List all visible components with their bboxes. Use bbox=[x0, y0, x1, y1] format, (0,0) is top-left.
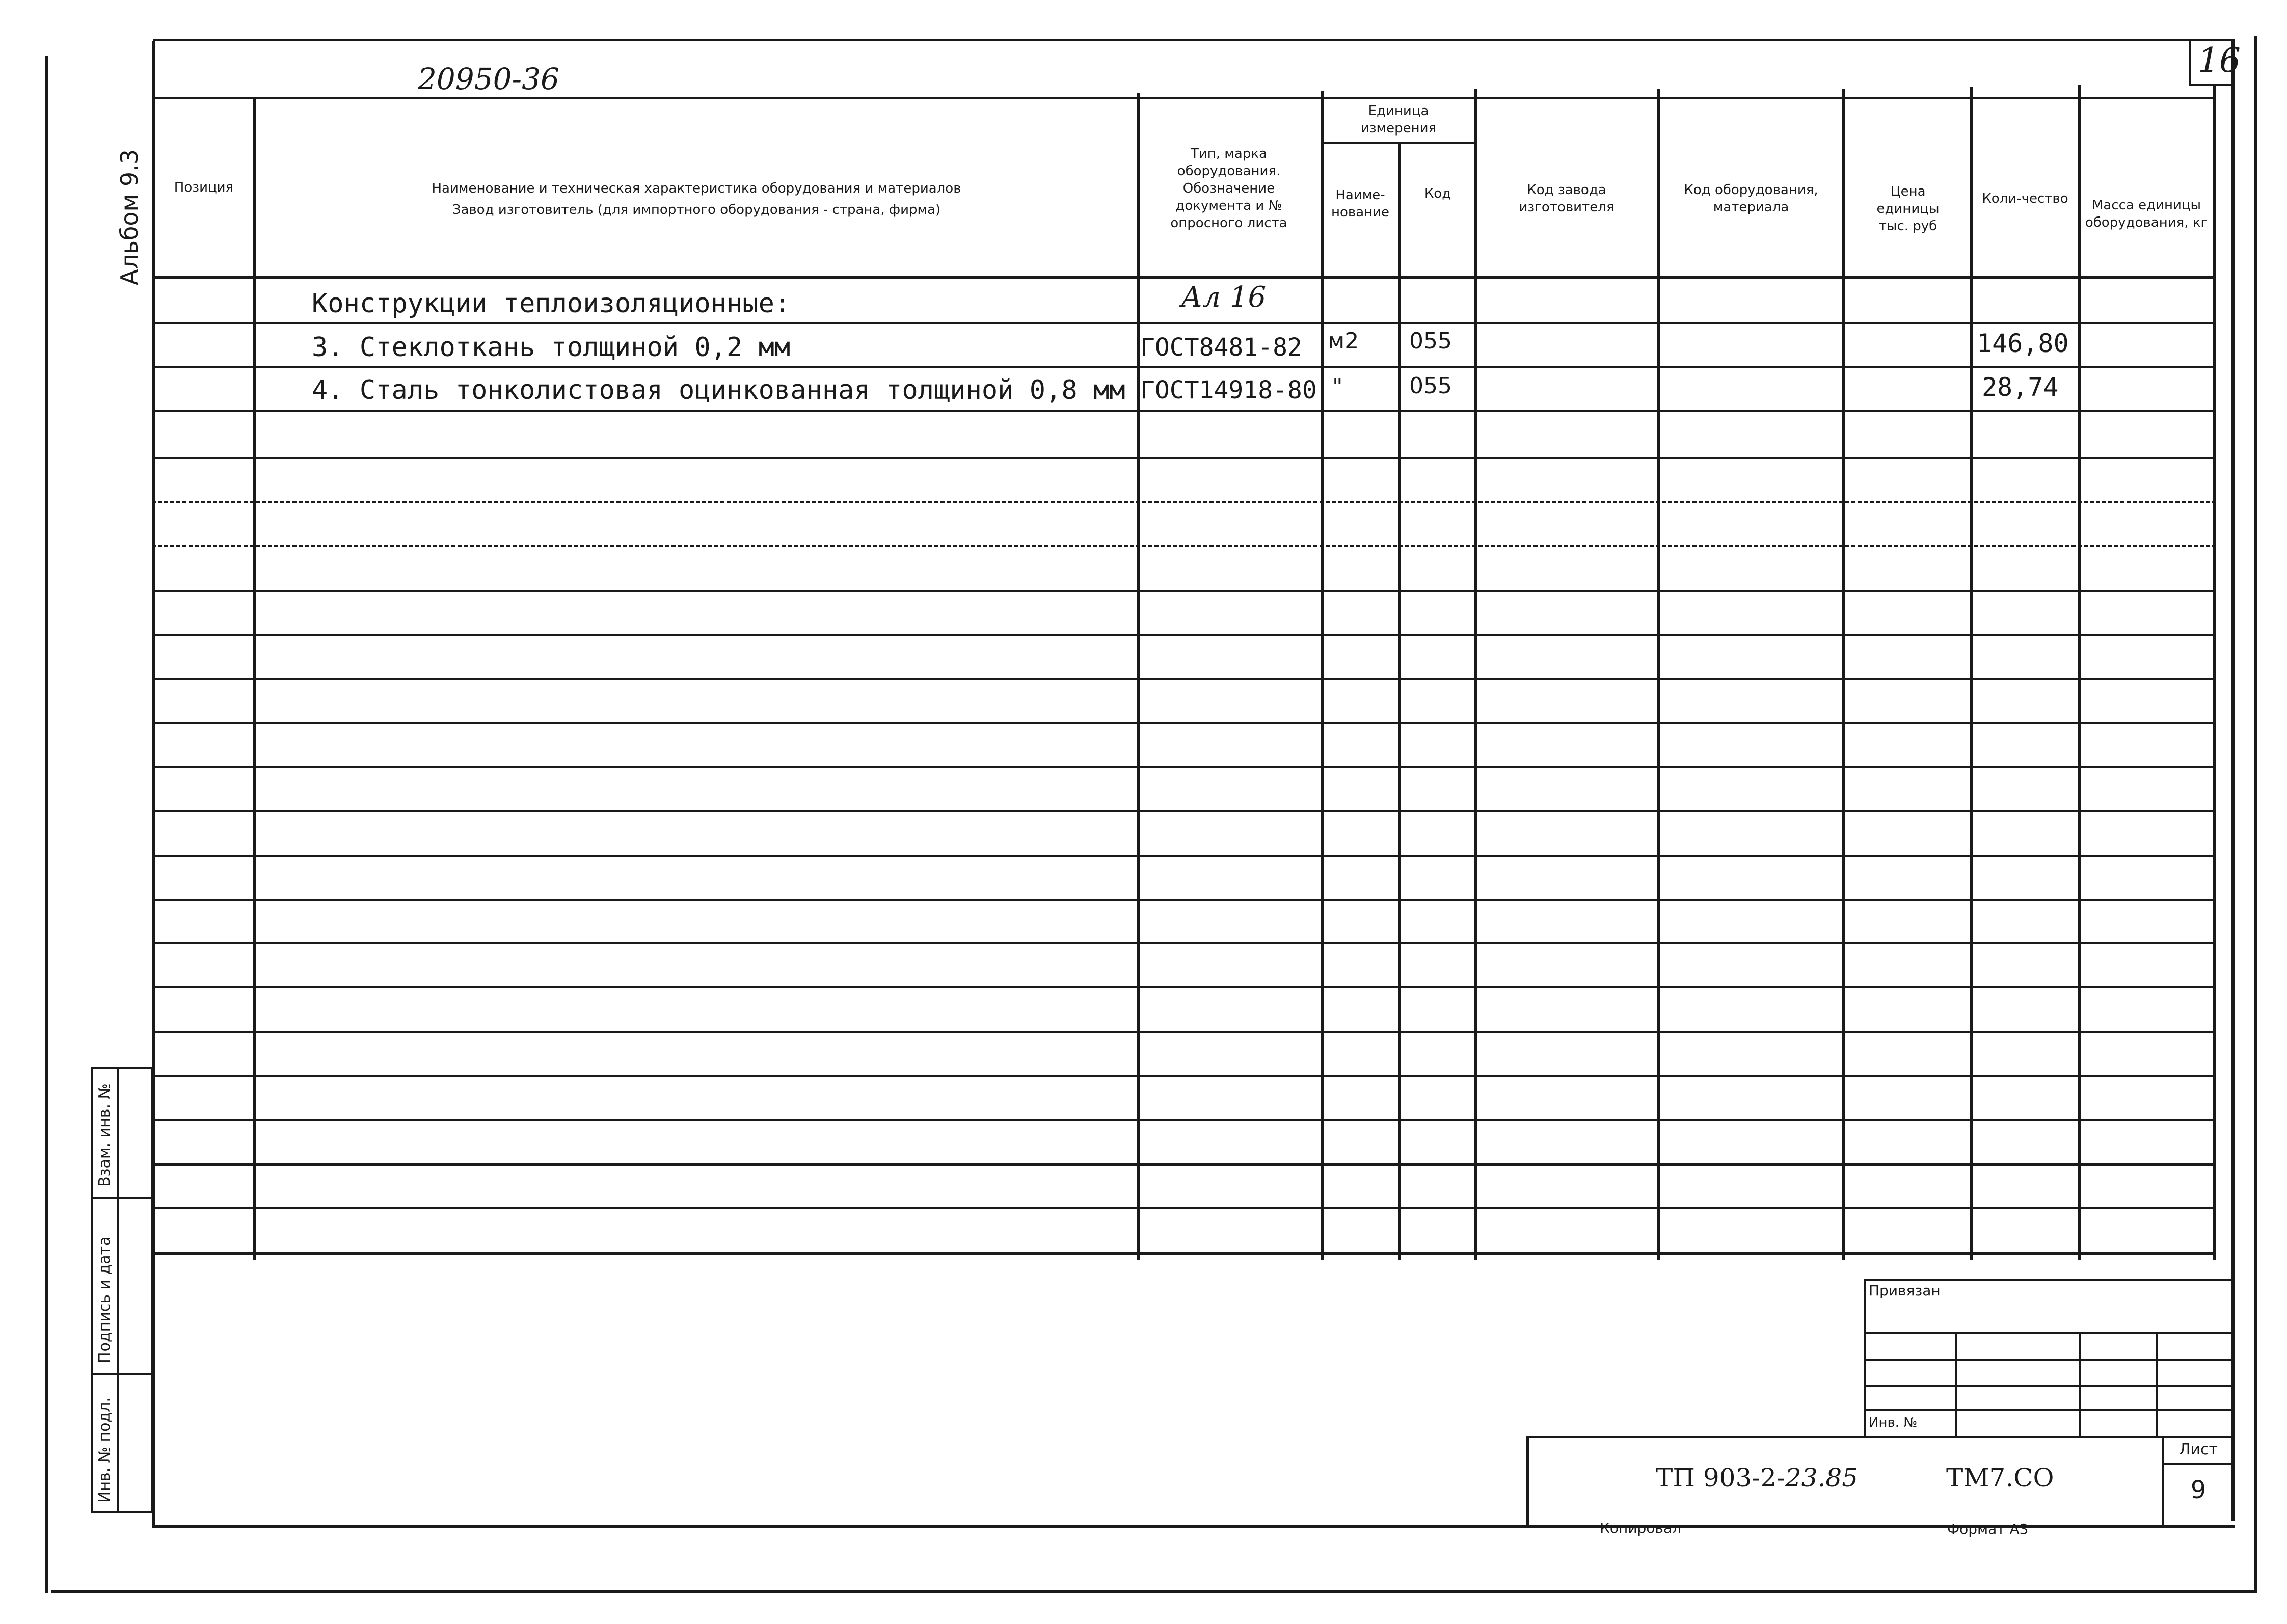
table-bottom-line bbox=[152, 1252, 2216, 1255]
header-bottom-line bbox=[152, 276, 2216, 279]
row-line-19 bbox=[152, 1119, 2216, 1121]
sheet-number: 9 bbox=[2190, 1476, 2207, 1504]
col-line-5 bbox=[1474, 89, 1477, 1260]
header-position: Позиция bbox=[174, 180, 234, 195]
header-unit-price: Цена единицы тыс. руб bbox=[1876, 184, 1940, 234]
stamp-top bbox=[91, 1067, 153, 1069]
table-row-0-name: Конструкции теплоизоляционные: bbox=[312, 288, 791, 319]
row-line-1 bbox=[152, 322, 2216, 324]
linked-row-2 bbox=[1864, 1359, 2235, 1361]
row-line-8 bbox=[152, 634, 2216, 636]
stamp-bottom bbox=[91, 1511, 153, 1513]
linked-block-top bbox=[1864, 1279, 2235, 1281]
copied-label: Копировал bbox=[1600, 1520, 1681, 1536]
header-name-line1: Наименование и техническая характеристика оборудования и материалов bbox=[432, 181, 961, 196]
stamp-signature-date: Подпись и дата bbox=[96, 1236, 114, 1363]
outer-border-left bbox=[45, 56, 48, 1593]
header-unit-mass: Масса единицы оборудования, кг bbox=[2085, 198, 2208, 230]
row-line-13 bbox=[152, 855, 2216, 857]
format-label: Формат А3 bbox=[1947, 1521, 2029, 1537]
linked-row-3 bbox=[1864, 1385, 2235, 1387]
table-row-1-unit-code: 055 bbox=[1409, 328, 1452, 354]
stamp-divider-1 bbox=[91, 1197, 153, 1199]
stamp-inner-line bbox=[117, 1067, 119, 1513]
stamp-divider-2 bbox=[91, 1373, 153, 1375]
col-line-6 bbox=[1657, 89, 1660, 1260]
row-line-16 bbox=[152, 986, 2216, 988]
table-row-1-name: 3. Стеклоткань толщиной 0,2 мм bbox=[312, 332, 791, 363]
stamp-right bbox=[151, 1067, 153, 1513]
outer-border-top bbox=[153, 39, 2231, 41]
header-name-line2: Завод изготовитель (для импортного оборудования - страна, фирма) bbox=[452, 202, 941, 218]
row-line-20 bbox=[152, 1163, 2216, 1166]
row-line-4 bbox=[152, 457, 2216, 459]
doc-code-print: ТП 903-2- bbox=[1656, 1463, 1785, 1493]
linked-col-3 bbox=[2156, 1332, 2158, 1437]
header-type-mark: Тип, марка оборудования. Обозначение документа и № опросного листа bbox=[1170, 146, 1287, 231]
row-line-21 bbox=[152, 1207, 2216, 1209]
header-top-line bbox=[152, 97, 2216, 99]
archive-number: 20950-36 bbox=[418, 62, 559, 96]
header-quantity: Коли-чество bbox=[1982, 191, 2068, 206]
header-unit-group: Единица измерения bbox=[1360, 103, 1437, 136]
linked-row-1 bbox=[1864, 1332, 2235, 1334]
sheet-label: Лист bbox=[2178, 1441, 2218, 1458]
row-line-18 bbox=[152, 1075, 2216, 1077]
col-line-10 bbox=[2213, 85, 2216, 1260]
unit-group-divider bbox=[1321, 142, 1476, 144]
sheet-box-left bbox=[2162, 1436, 2164, 1527]
corner-box-bottom bbox=[2189, 84, 2235, 86]
table-row-1-quantity: 146,80 bbox=[1977, 329, 2069, 358]
table-row-1-unit-name: м2 bbox=[1328, 328, 1359, 354]
row-line-12 bbox=[152, 810, 2216, 812]
doc-code bbox=[1656, 1462, 1858, 1494]
album-label: Альбом 9.3 bbox=[116, 149, 143, 285]
corner-box-left bbox=[2189, 39, 2191, 85]
row-line-9 bbox=[152, 678, 2216, 680]
table-row-2-unit-code: 055 bbox=[1409, 373, 1452, 399]
row-line-3 bbox=[152, 410, 2216, 412]
linked-block-left bbox=[1864, 1279, 1866, 1437]
table-row-1-type-mark: ГОСТ8481-82 bbox=[1140, 333, 1302, 362]
table-row-2-type-mark: ГОСТ14918-80 bbox=[1140, 376, 1317, 404]
outer-border-bottom bbox=[51, 1590, 2257, 1593]
main-stamp-left bbox=[1526, 1436, 1529, 1527]
linked-row-4 bbox=[1864, 1409, 2235, 1411]
row-line-17 bbox=[152, 1031, 2216, 1033]
col-line-8 bbox=[1970, 87, 1973, 1260]
main-stamp-top bbox=[1526, 1436, 2235, 1438]
inv-no-label: Инв. № bbox=[1869, 1415, 1918, 1430]
doc-mark: ТМ7.СО bbox=[1946, 1463, 2054, 1493]
header-factory-code: Код завода изготовителя bbox=[1519, 182, 1615, 215]
stamp-inv-podl: Инв. № подл. bbox=[96, 1397, 114, 1503]
table-row-2-unit-name: " bbox=[1331, 374, 1344, 400]
frame-bottom bbox=[152, 1525, 2235, 1528]
doc-code-hand: 23.85 bbox=[1785, 1463, 1859, 1493]
linked-label: Привязан bbox=[1869, 1282, 1941, 1299]
corner-sheet-number: 16 bbox=[2198, 41, 2241, 80]
col-line-4 bbox=[1398, 144, 1401, 1260]
col-line-7 bbox=[1842, 89, 1845, 1260]
row-line-7 bbox=[152, 590, 2216, 592]
row-line-15 bbox=[152, 942, 2216, 944]
col-line-3 bbox=[1321, 91, 1324, 1260]
table-row-0-type-mark: Ал 16 bbox=[1181, 281, 1267, 314]
outer-border-right bbox=[2254, 36, 2257, 1593]
row-line-6 bbox=[152, 545, 2216, 547]
row-line-5 bbox=[152, 501, 2216, 503]
stamp-left bbox=[91, 1067, 93, 1513]
row-line-11 bbox=[152, 766, 2216, 768]
col-line-2 bbox=[1137, 93, 1140, 1260]
col-line-1 bbox=[253, 99, 256, 1260]
row-line-2 bbox=[152, 366, 2216, 368]
row-line-14 bbox=[152, 899, 2216, 901]
header-unit-code: Код bbox=[1424, 186, 1451, 201]
header-equipment-code: Код оборудования, материала bbox=[1684, 182, 1818, 215]
sheet-box-divider bbox=[2162, 1463, 2235, 1465]
table-row-2-name: 4. Сталь тонколистовая оцинкованная толщиной 0,8 мм bbox=[312, 375, 1125, 405]
stamp-inv-vzam: Взам. инв. № bbox=[96, 1083, 114, 1187]
linked-col-2 bbox=[2079, 1332, 2081, 1437]
header-unit-name: Наиме-нование bbox=[1331, 187, 1390, 220]
frame-right bbox=[2231, 39, 2235, 1521]
row-line-10 bbox=[152, 722, 2216, 724]
linked-col-1 bbox=[1955, 1332, 1957, 1437]
col-line-9 bbox=[2078, 85, 2081, 1260]
table-row-2-quantity: 28,74 bbox=[1982, 372, 2059, 402]
